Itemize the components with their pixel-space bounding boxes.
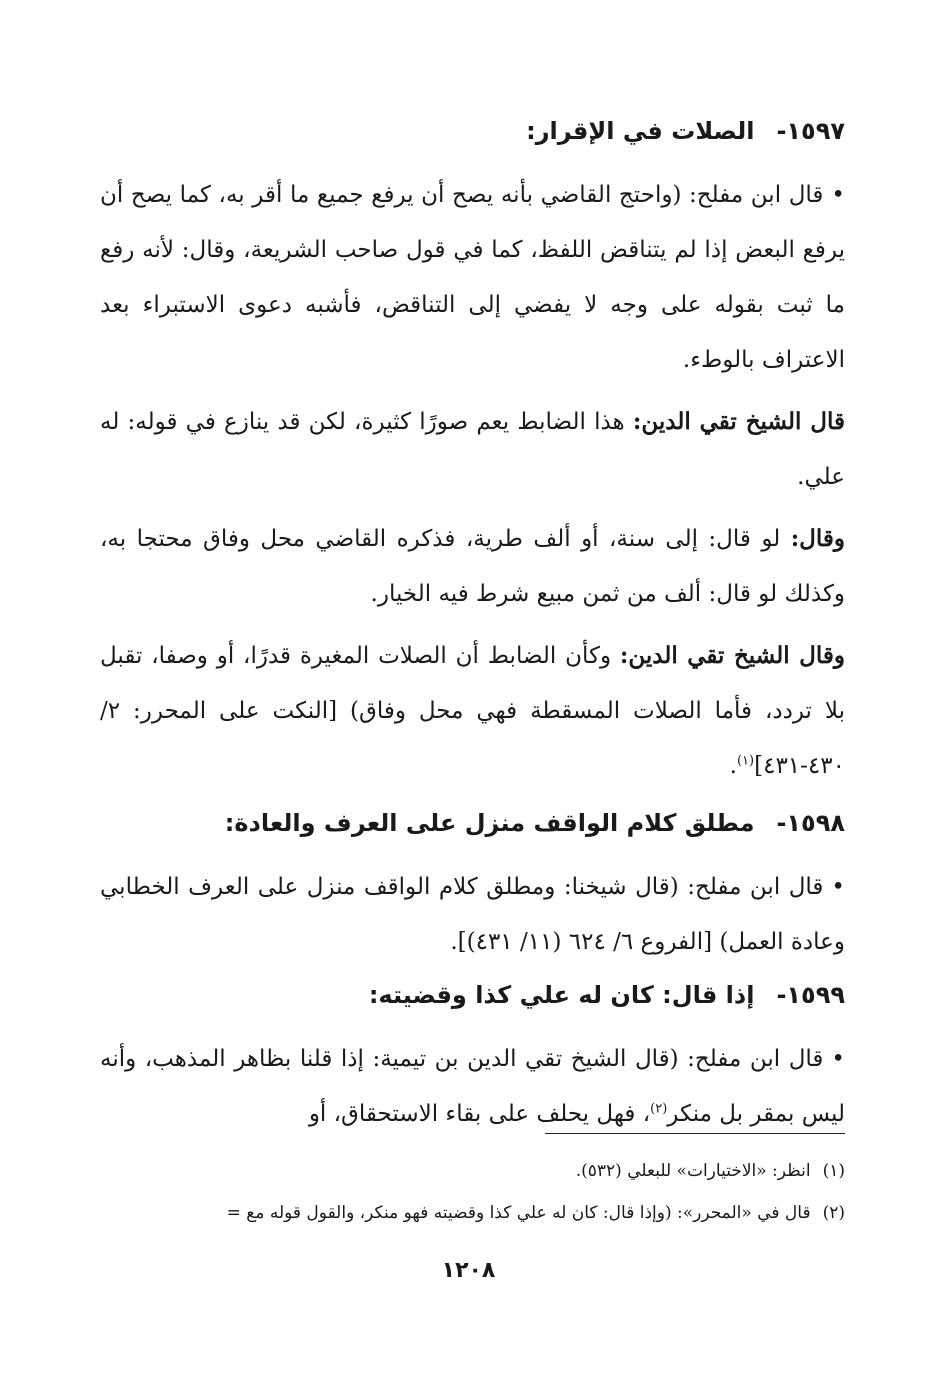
paragraph-lead: قال الشيخ تقي الدين:: [632, 408, 845, 435]
paragraph-tail: ، فهل يحلف على بقاء الاستحقاق، أو: [308, 1101, 651, 1127]
paragraph-text: قال ابن مفلح: (واحتج القاضي بأنه يصح أن يرفع جميع ما أقر به، كما يصح أن يرفع البعض إذا لم يتناقض اللفظ، كما في قول صاحب الشريعة، وقال: لأنه رفع ما ثبت بقوله على وجه لا يفضي إلى التناقض، فأشبه دعوى الاستبراء بعد الاعتراف بالوطء.: [100, 182, 845, 373]
section-number: ١٥٩٧-: [776, 117, 845, 145]
paragraph: [100, 860, 845, 970]
section-heading: [100, 976, 845, 1014]
footnote-divider: [545, 1133, 845, 1134]
footnote-ref[interactable]: (٢): [650, 1101, 668, 1117]
footnote-ref[interactable]: (١): [736, 753, 755, 769]
paragraph-lead: وقال:: [790, 525, 845, 552]
paragraph: [100, 394, 845, 505]
paragraph-lead: وقال الشيخ تقي الدين:: [619, 642, 845, 669]
section-number: ١٥٩٩-: [776, 981, 845, 1009]
paragraph: [100, 628, 845, 794]
paragraph-text: قال ابن مفلح: (قال شيخنا: ومطلق كلام الواقف منزل على العرف الخطابي وعادة العمل) [الفروع ٦/ ٦٢٤ (١١/ ٤٣١)].: [100, 874, 845, 955]
section-title: الصلات في الإقرار:: [526, 117, 755, 145]
page-number: ١٢٠٨: [441, 1258, 496, 1283]
bullet: •: [831, 1046, 845, 1072]
section-number: ١٥٩٨-: [776, 809, 845, 837]
section-title: مطلق كلام الواقف منزل على العرف والعادة:: [224, 809, 755, 837]
paragraph: [100, 511, 845, 622]
footnote: [90, 1192, 845, 1234]
footnote: [90, 1150, 845, 1192]
bullet: •: [831, 874, 845, 900]
paragraph-tail: .: [729, 753, 737, 779]
paragraph: [100, 1032, 845, 1142]
section-heading: [100, 804, 845, 842]
paragraph-text: هذا الضابط يعم صورًا كثيرة، لكن قد ينازع في قوله: له علي.: [100, 409, 845, 490]
bullet: •: [831, 182, 845, 208]
paragraph-text: لو قال: إلى سنة، أو ألف طرية، فذكره القاضي محل وفاق محتجا به، وكذلك لو قال: ألف من ثمن مبيع شرط فيه الخيار.: [100, 526, 845, 607]
footnote-text: انظر: «الاختيارات» للبعلي (٥٣٢).: [575, 1161, 811, 1181]
section-heading: [100, 112, 845, 150]
footnotes: [90, 1150, 845, 1234]
footnote-number: (١): [822, 1161, 845, 1181]
paragraph-text: قال ابن مفلح: (قال الشيخ تقي الدين بن تيمية: إذا قلنا بظاهر المذهب، وأنه ليس بمقر بل منكر: [100, 1046, 845, 1127]
paragraph: [100, 168, 845, 388]
section-title: إذا قال: كان له علي كذا وقضيته:: [368, 981, 755, 1009]
paragraph-text: وكأن الضابط أن الصلات المغيرة قدرًا، أو وصفا، تقبل بلا تردد، فأما الصلات المسقطة فهي محل وفاق) [النكت على المحرر: ٢/ ٤٣٠-٤٣١]: [100, 643, 845, 779]
footnote-text: قال في «المحرر»: (وإذا قال: كان له علي كذا وقضيته فهو منكر، والقول قوله مع =: [226, 1203, 811, 1223]
footnote-number: (٢): [822, 1203, 845, 1223]
page-body: [100, 112, 845, 1148]
